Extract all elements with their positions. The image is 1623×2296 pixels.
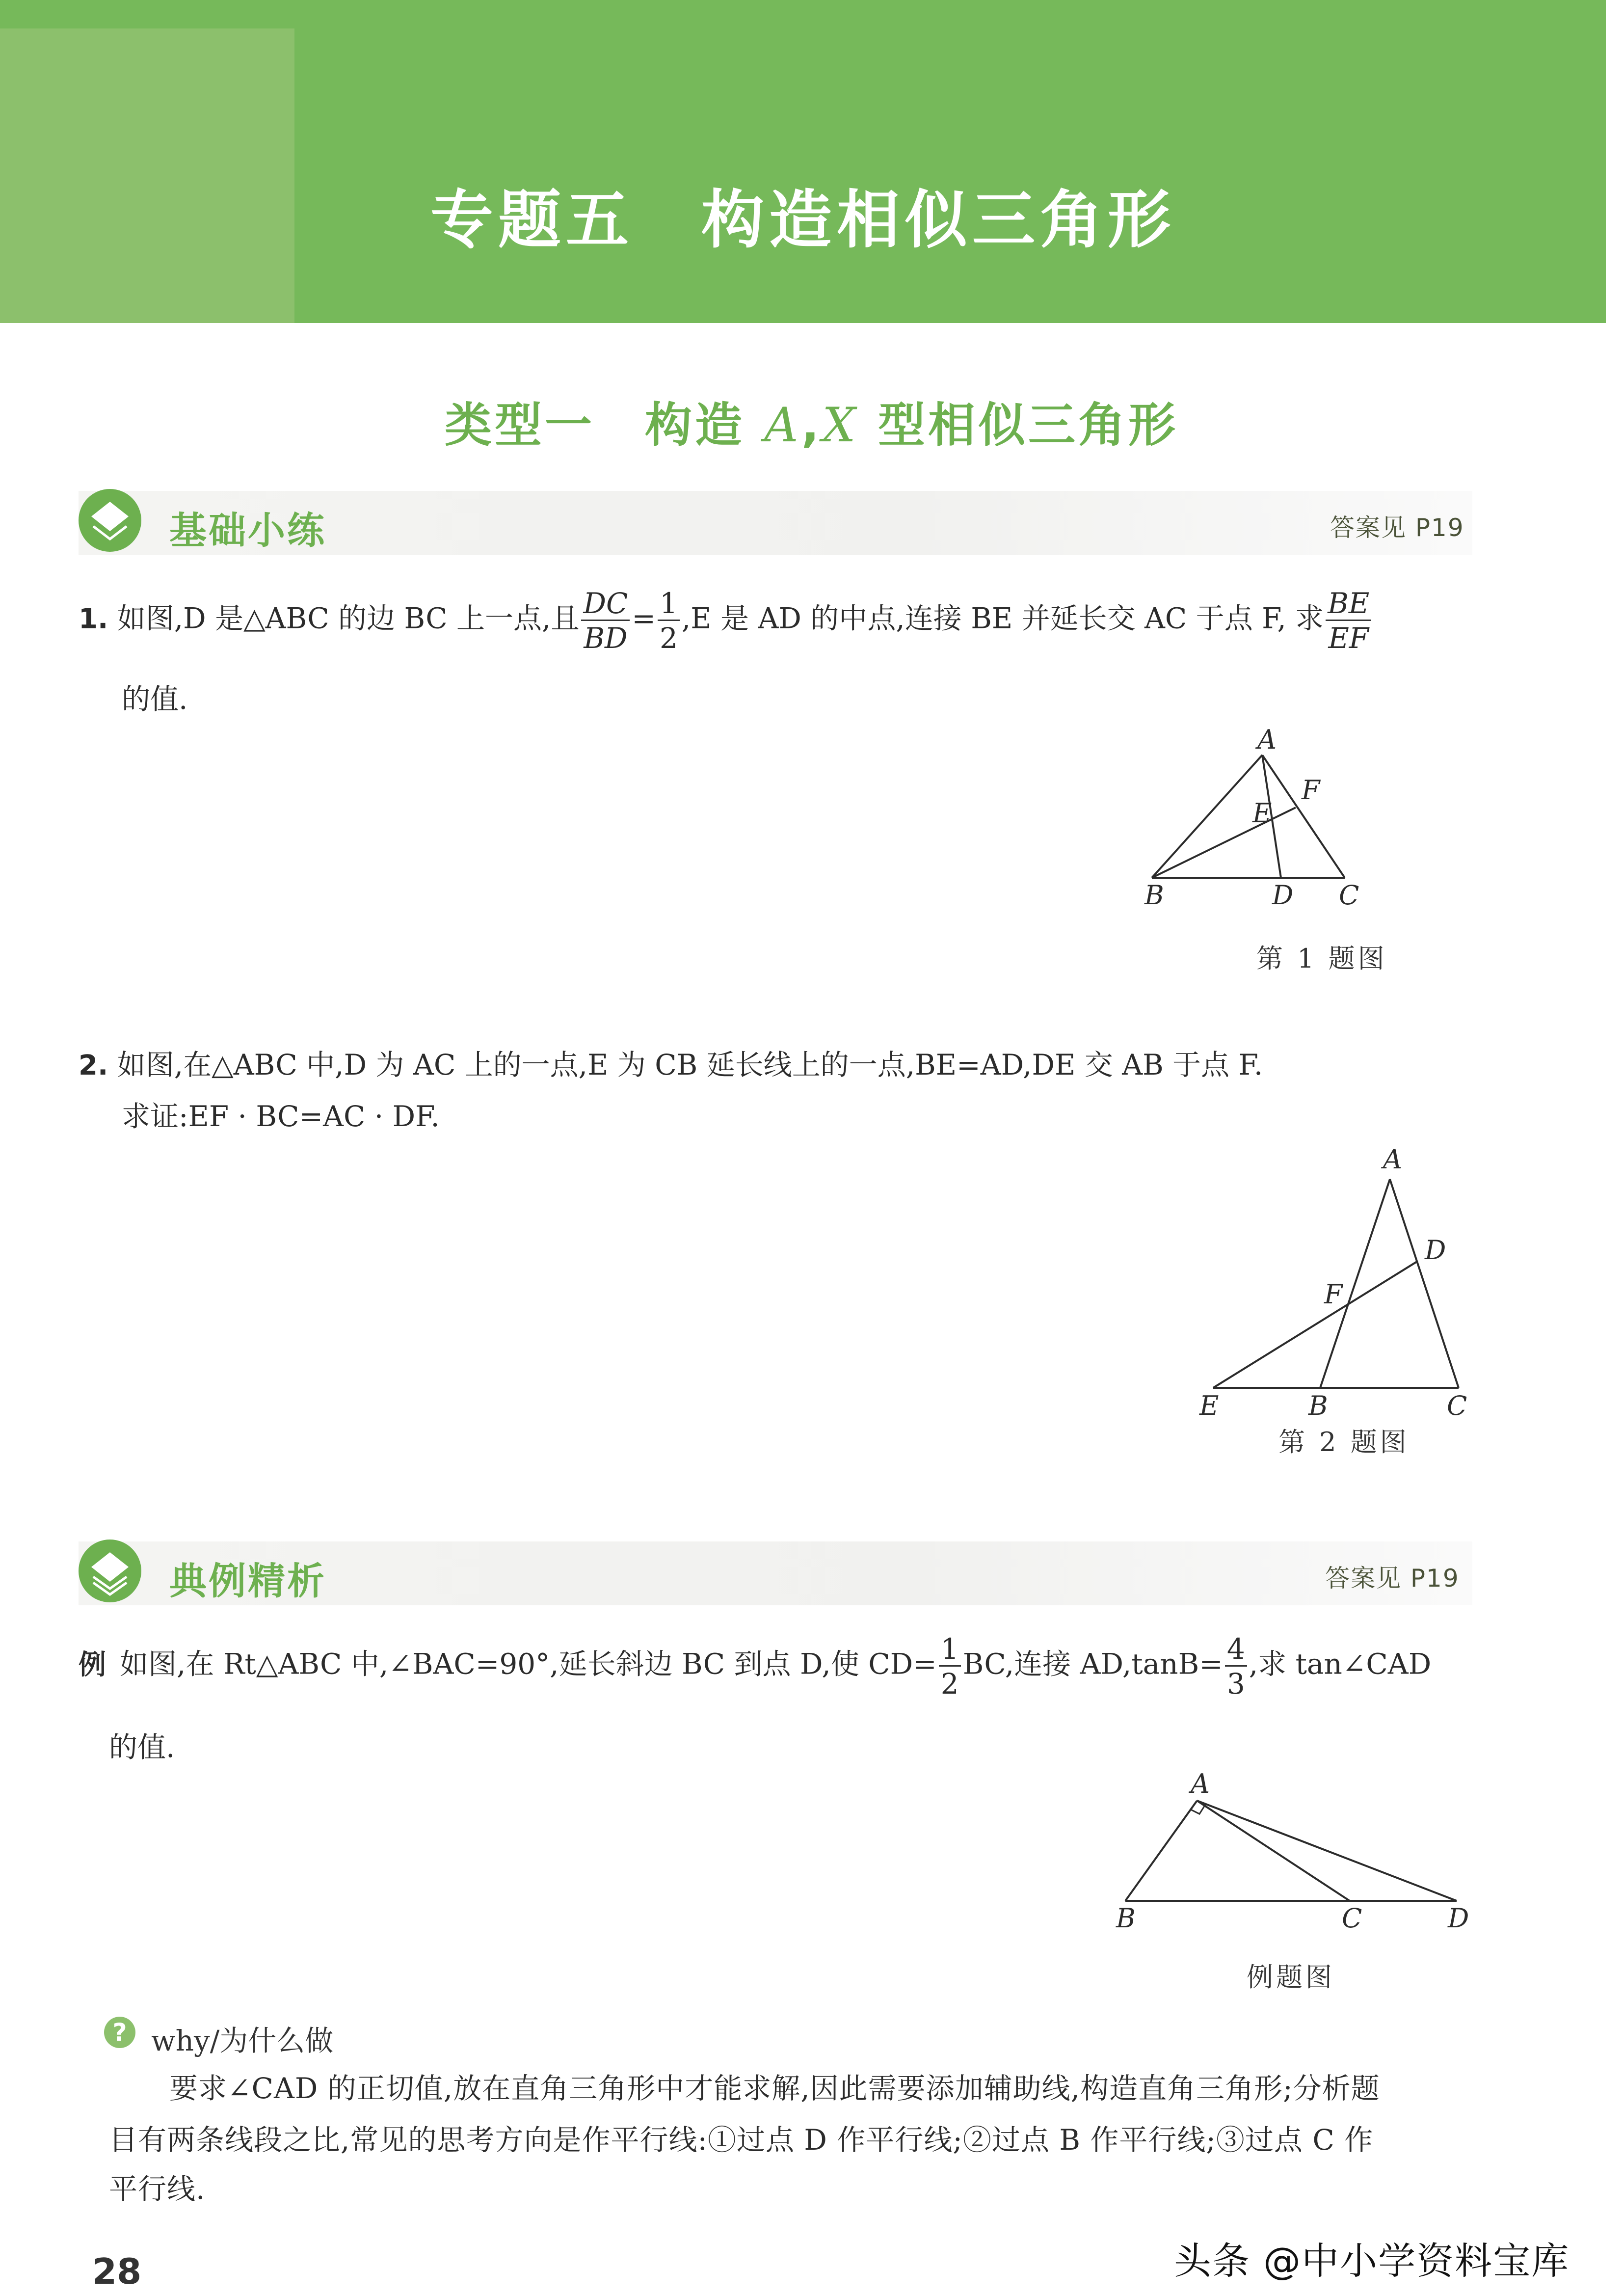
question-icon: ?	[104, 2017, 135, 2048]
vertex-label-b: B	[1308, 1390, 1328, 1421]
answer-reference-link[interactable]: 答案见 P19	[1330, 513, 1464, 542]
figure-problem-2	[1178, 1139, 1521, 1458]
why-paragraph-line-2: 目有两条线段之比,常见的思考方向是作平行线:①过点 D 作平行线;②过点 B 作平行线;③过点 C 作	[109, 2123, 1374, 2157]
watermark: 头条 @中小学资料宝库	[1174, 2239, 1570, 2283]
why-paragraph-line-1: 要求∠CAD 的正切值,放在直角三角形中才能求解,因此需要添加辅助线,构造直角三角形;分析题	[169, 2072, 1380, 2105]
fraction-numerator: DC	[581, 589, 630, 621]
point-label-e: E	[1199, 1390, 1219, 1421]
layers-icon	[79, 489, 141, 552]
problem-text: 如图,在△ABC 中,D 为 AC 上的一点,E 为 CB 延长线上的一点,BE=AD,DE 交 AB 于点 F.	[117, 1048, 1263, 1081]
example-text: 如图,在 Rt△ABC 中,∠BAC=90°,延长斜边 BC 到点 D,使 CD=	[120, 1647, 937, 1681]
figure-caption-2: 第 2 题图	[1278, 1427, 1410, 1458]
vertex-label-b: B	[1144, 880, 1164, 911]
example-line-2: 的值.	[109, 1730, 175, 1764]
point-label-e: E	[1252, 798, 1272, 829]
subtitle-prefix: 类型一 构造	[445, 398, 765, 453]
fraction-numerator: 1	[658, 589, 680, 621]
problem-1	[79, 587, 1373, 655]
point-label-f: F	[1324, 1279, 1343, 1310]
vertex-label-c: C	[1342, 1903, 1362, 1934]
figure-caption-example: 例题图	[1247, 1962, 1335, 1993]
point-label-d: D	[1272, 880, 1294, 911]
page-number: 28	[92, 2251, 142, 2292]
problem-text: 如图,D 是△ABC 的边 BC 上一点,且	[117, 601, 580, 635]
fraction-denominator: 3	[1226, 1667, 1245, 1701]
why-title: why/为什么做	[151, 2024, 334, 2057]
vertex-label-b: B	[1116, 1903, 1136, 1934]
vertex-label-c: C	[1339, 880, 1359, 911]
why-paragraph-line-3: 平行线.	[109, 2172, 206, 2206]
vertex-label-a: A	[1191, 1768, 1210, 1799]
example-problem	[79, 1632, 1432, 1701]
vertex-label-c: C	[1447, 1390, 1467, 1421]
problem-text: ,E 是 AD 的中点,连接 BE 并延长交 AC 于点 F, 求	[681, 601, 1324, 635]
problem-number: 2.	[79, 1050, 108, 1081]
point-label-d: D	[1448, 1903, 1469, 1934]
fraction-dc-bd	[581, 587, 630, 655]
problem-2-line-2: 求证:EF · BC=AC · DF.	[122, 1100, 440, 1133]
fraction-numerator: 4	[1225, 1635, 1247, 1667]
equals-sign: =	[632, 601, 656, 635]
fraction-denominator: EF	[1328, 621, 1369, 655]
fraction-numerator: BE	[1326, 589, 1371, 621]
fraction-four-thirds	[1225, 1632, 1247, 1701]
page-title: 专题五 构造相似三角形	[430, 184, 1175, 257]
fraction-be-ef	[1326, 587, 1371, 655]
section-title-examples: 典例精析	[169, 1559, 326, 1603]
fraction-denominator: 2	[940, 1667, 959, 1701]
section-title-basic: 基础小练	[169, 509, 326, 552]
example-label: 例	[79, 1648, 106, 1681]
section-subtitle	[0, 388, 1623, 455]
vertex-label-a: A	[1257, 724, 1277, 755]
subtitle-var-a: A	[764, 398, 801, 453]
example-text: BC,连接 AD,tanB=	[962, 1647, 1223, 1681]
problem-1-line-2: 的值.	[122, 682, 188, 716]
problem-number: 1.	[79, 603, 108, 635]
figure-caption-1: 第 1 题图	[1256, 943, 1387, 974]
fraction-denominator: 2	[659, 621, 678, 655]
fraction-numerator: 1	[939, 1635, 961, 1667]
subtitle-sep: ,	[801, 398, 823, 453]
fraction-one-half	[658, 587, 680, 655]
fraction-denominator: BD	[584, 621, 628, 655]
fraction-one-half	[939, 1632, 961, 1701]
layers-icon	[79, 1540, 141, 1602]
subtitle-suffix: 型相似三角形	[858, 398, 1178, 453]
vertex-label-a: A	[1383, 1144, 1402, 1175]
problem-2	[79, 1048, 1263, 1081]
answer-reference-link[interactable]: 答案见 P19	[1325, 1564, 1460, 1593]
example-text: ,求 tan∠CAD	[1249, 1647, 1432, 1681]
point-label-f: F	[1302, 775, 1320, 806]
subtitle-var-x: X	[822, 398, 859, 453]
point-label-d: D	[1425, 1235, 1446, 1266]
